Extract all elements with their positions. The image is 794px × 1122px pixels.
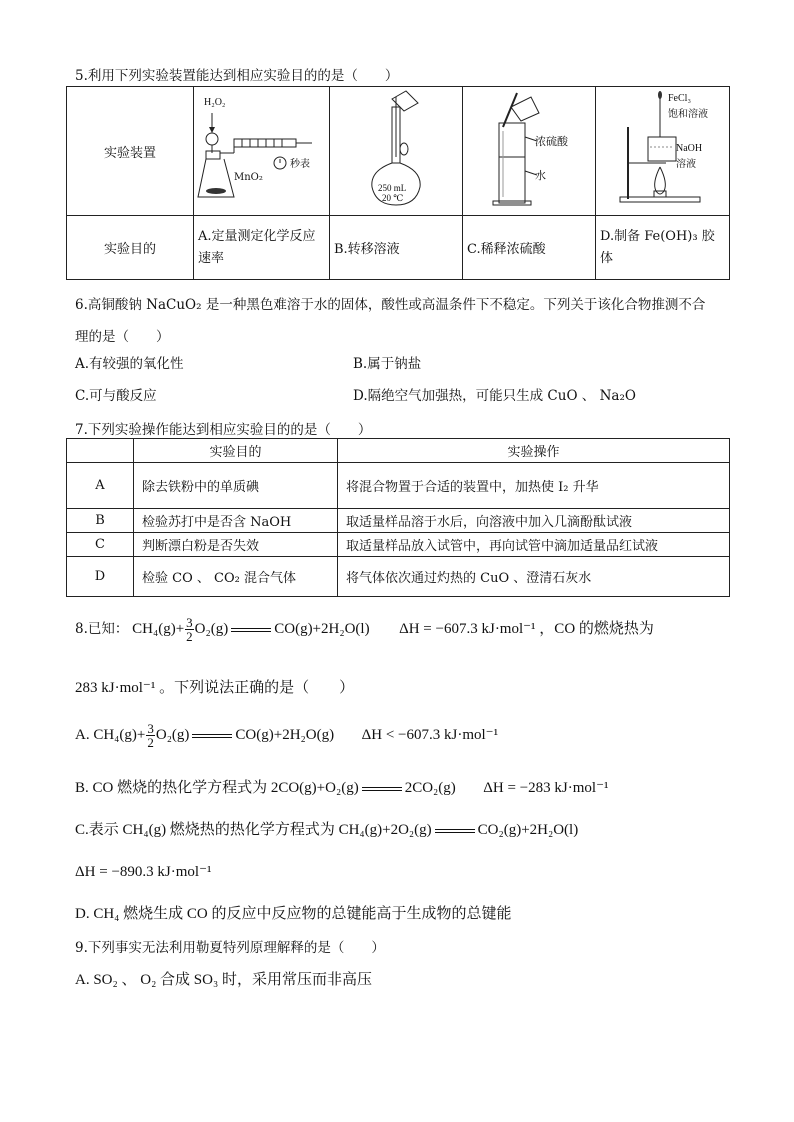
q7-row-key: D <box>67 557 134 597</box>
frac-den: 2 <box>147 735 154 750</box>
q5-apparatus-c <box>463 87 596 216</box>
q8-eq-left: CH₄(g)+ <box>132 620 185 637</box>
label-water: 水 <box>535 169 546 182</box>
label-stopwatch: 秒表 <box>290 159 310 170</box>
q8-option-a[interactable] <box>75 722 498 749</box>
equals-arrow-icon <box>435 829 475 833</box>
q7-header-operation: 实验操作 <box>338 439 730 463</box>
q5-apparatus-b <box>330 87 463 216</box>
q7-table <box>66 438 730 597</box>
q5-table <box>66 86 730 280</box>
q8-line2: 283 kJ·mol⁻¹ 。下列说法正确的是（ ） <box>75 680 355 696</box>
table-row[interactable] <box>67 557 730 597</box>
q5-apparatus-a <box>194 87 330 216</box>
q8-option-d[interactable]: D. CH₄ 燃烧生成 CO 的反应中反应物的总键能高于生成物的总键能 <box>75 906 512 922</box>
q8-optc-text: C.表示 CH₄(g) 燃烧热的热化学方程式为 CH₄(g)+2O₂(g) <box>75 822 432 838</box>
q5-option-c[interactable]: C.稀释浓硫酸 <box>463 216 596 280</box>
q9-option-a[interactable]: A. SO₂ 、 O₂ 合成 SO₃ 时，采用常压而非高压 <box>75 972 372 988</box>
q7-header-blank <box>67 439 134 463</box>
label-h2o2: H₂O₂ <box>204 97 226 108</box>
q5-row-label-purpose: 实验目的 <box>67 216 194 280</box>
q5-option-b[interactable]: B.转移溶液 <box>330 216 463 280</box>
equals-arrow-icon <box>192 734 232 738</box>
label-fecl3: FeCl₃ <box>668 93 691 104</box>
q5-apparatus-d <box>596 87 730 216</box>
q7-row-purpose: 检验苏打中是否含 NaOH <box>134 509 338 533</box>
frac-num: 3 <box>186 615 193 630</box>
equals-arrow-icon <box>231 628 271 632</box>
q8-fraction <box>185 616 194 643</box>
q7-row-purpose: 检验 CO 、 CO₂ 混合气体 <box>134 557 338 597</box>
q6-stem-line2: 理的是（ ） <box>75 329 170 345</box>
q7-header-purpose: 实验目的 <box>134 439 338 463</box>
q8-opta-fraction <box>146 722 155 749</box>
q8-lead: 8.已知： <box>75 620 129 637</box>
q8-dh-main: ΔH = −607.3 kJ·mol⁻¹ ，CO 的燃烧热为 <box>399 620 654 637</box>
q5-stem: 5.利用下列实验装置能达到相应实验目的的是（ ） <box>75 68 399 84</box>
table-row[interactable] <box>67 509 730 533</box>
label-saturated: 饱和溶液 <box>668 109 708 120</box>
q9-stem: 9.下列事实无法利用勒夏特列原理解释的是（ ） <box>75 940 385 956</box>
q8-opta-dh: ΔH < −607.3 kJ·mol⁻¹ <box>361 726 499 743</box>
q7-row-purpose: 除去铁粉中的单质碘 <box>134 463 338 509</box>
q5-row-label-apparatus: 实验装置 <box>67 87 194 216</box>
q8-optc-right: CO₂(g)+2H₂O(l) <box>477 822 579 838</box>
table-row[interactable] <box>67 533 730 557</box>
q7-row-operation: 将混合物置于合适的装置中，加热使 I₂ 升华 <box>338 463 730 509</box>
label-mno2: MnO₂ <box>234 172 263 183</box>
table-row[interactable] <box>67 463 730 509</box>
label-naoh: NaOH <box>676 143 703 154</box>
q7-row-key: A <box>67 463 134 509</box>
q5-option-d[interactable]: D.制备 Fe(OH)₃ 胶体 <box>596 216 730 280</box>
q8-main-equation <box>75 616 654 643</box>
q8-optb-right: 2CO₂(g) <box>404 780 456 796</box>
q8-opta-right: CO(g)+2H₂O(g) <box>235 726 335 743</box>
q7-row-operation: 取适量样品放入试管中，再向试管中滴加适量品红试液 <box>338 533 730 557</box>
q8-optc-dh: ΔH = −890.3 kJ·mol⁻¹ <box>75 864 212 880</box>
q7-row-key: C <box>67 533 134 557</box>
q8-optb-text: B. CO 燃烧的热化学方程式为 2CO(g)+O₂(g) <box>75 780 359 796</box>
label-flask-volume: 250 mL <box>378 183 407 193</box>
label-solution: 溶液 <box>676 159 696 170</box>
q8-optb-dh: ΔH = −283 kJ·mol⁻¹ <box>483 780 609 796</box>
q5-option-a[interactable]: A.定量测定化学反应速率 <box>194 216 330 280</box>
q8-opta-left: A. CH₄(g)+ <box>75 726 146 743</box>
q8-eq-mid: O₂(g) <box>194 620 229 637</box>
q7-row-operation: 取适量样品溶于水后，向溶液中加入几滴酚酞试液 <box>338 509 730 533</box>
q7-row-purpose: 判断漂白粉是否失效 <box>134 533 338 557</box>
q6-option-b[interactable]: B.属于钠盐 <box>353 356 422 372</box>
q8-option-b[interactable] <box>75 776 608 797</box>
frac-den: 2 <box>186 629 193 644</box>
q7-stem: 7.下列实验操作能达到相应实验目的的是（ ） <box>75 422 372 438</box>
apparatus-d-drawing <box>596 87 729 211</box>
q7-row-key: B <box>67 509 134 533</box>
equals-arrow-icon <box>362 787 402 791</box>
q8-eq-right: CO(g)+2H₂O(l) <box>274 620 370 637</box>
q6-option-c[interactable]: C.可与酸反应 <box>75 388 157 404</box>
q8-option-c[interactable] <box>75 818 578 839</box>
q8-opta-mid: O₂(g) <box>155 726 190 743</box>
frac-num: 3 <box>147 721 154 736</box>
q6-option-a[interactable]: A.有较强的氧化性 <box>75 356 184 372</box>
q6-option-d[interactable]: D.隔绝空气加强热，可能只生成 CuO 、 Na₂O <box>353 388 636 404</box>
q6-stem-line1: 6.高铜酸钠 NaCuO₂ 是一种黑色难溶于水的固体，酸性或高温条件下不稳定。下列关于该化合物推测不合 <box>75 297 706 313</box>
label-conc-acid: 浓硫酸 <box>535 135 568 148</box>
q7-row-operation: 将气体依次通过灼热的 CuO 、澄清石灰水 <box>338 557 730 597</box>
apparatus-c-drawing <box>463 87 595 211</box>
label-flask-temp: 20 ℃ <box>382 193 404 203</box>
